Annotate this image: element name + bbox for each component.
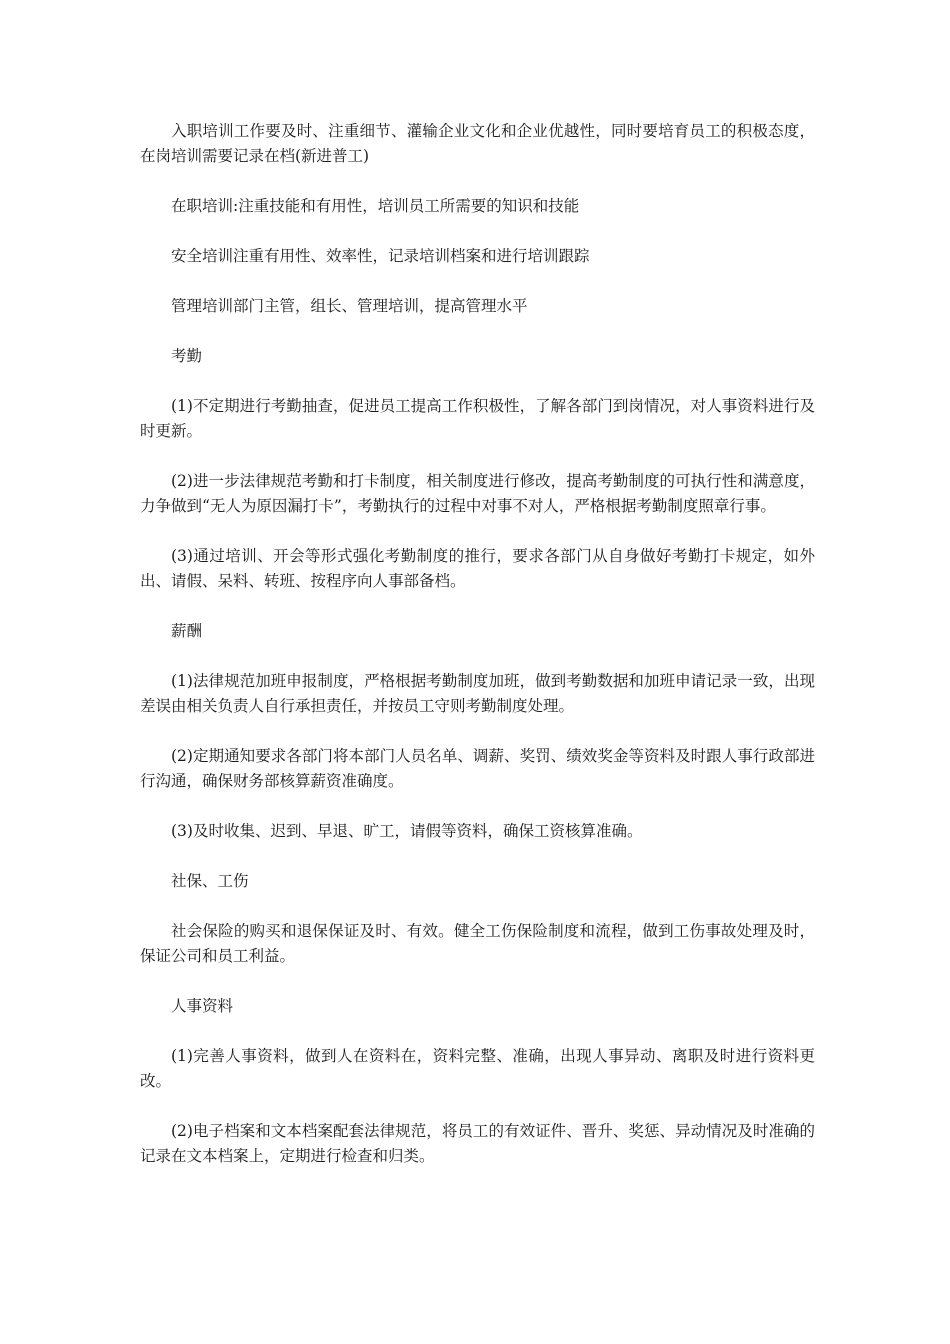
paragraph-salary-3: (3)及时收集、迟到、早退、旷工，请假等资料，确保工资核算准确。 — [171, 822, 643, 840]
section-heading-attendance: 考勤 — [171, 347, 203, 365]
paragraph-onboarding-training: 入职培训工作要及时、注重细节、灌输企业文化和企业优越性，同时要培育员工的积极态度，在岗培训需要记录在档(新进普工) — [140, 122, 815, 165]
paragraph-on-job-training: 在职培训:注重技能和有用性，培训员工所需要的知识和技能 — [171, 197, 580, 215]
section-heading-personnel-records: 人事资料 — [171, 997, 234, 1015]
paragraph-salary-2: (2)定期通知要求各部门将本部门人员名单、调薪、奖罚、绩效奖金等资料及时跟人事行政部进行沟通，确保财务部核算薪资准确度。 — [140, 747, 815, 790]
paragraph-salary-1: (1)法律规范加班申报制度，严格根据考勤制度加班，做到考勤数据和加班申请记录一致，出现差误由相关负责人自行承担责任，并按员工守则考勤制度处理。 — [140, 672, 815, 715]
section-heading-salary: 薪酬 — [171, 622, 203, 640]
paragraph-management-training: 管理培训部门主管，组长、管理培训，提高管理水平 — [171, 297, 528, 315]
document-page — [140, 119, 815, 1194]
paragraph-attendance-1: (1)不定期进行考勤抽查，促进员工提高工作积极性，了解各部门到岗情况，对人事资料进行及时更新。 — [140, 397, 815, 440]
paragraph-attendance-3: (3)通过培训、开会等形式强化考勤制度的推行，要求各部门从自身做好考勤打卡规定，如外出、请假、呆料、转班、按程序向人事部备档。 — [140, 547, 815, 590]
paragraph-attendance-2: (2)进一步法律规范考勤和打卡制度，相关制度进行修改，提高考勤制度的可执行性和满意度，力争做到“无人为原因漏打卡”，考勤执行的过程中对事不对人，严格根据考勤制度照章行事。 — [140, 472, 815, 515]
section-heading-social-insurance: 社保、工伤 — [171, 872, 249, 890]
paragraph-social-insurance: 社会保险的购买和退保保证及时、有效。健全工伤保险制度和流程，做到工伤事故处理及时，保证公司和员工利益。 — [140, 922, 815, 965]
paragraph-safety-training: 安全培训注重有用性、效率性，记录培训档案和进行培训跟踪 — [171, 247, 590, 265]
paragraph-personnel-records-2: (2)电子档案和文本档案配套法律规范，将员工的有效证件、晋升、奖惩、异动情况及时准确的记录在文本档案上，定期进行检查和归类。 — [140, 1122, 815, 1165]
paragraph-personnel-records-1: (1)完善人事资料，做到人在资料在，资料完整、准确，出现人事异动、离职及时进行资料更改。 — [140, 1047, 815, 1090]
